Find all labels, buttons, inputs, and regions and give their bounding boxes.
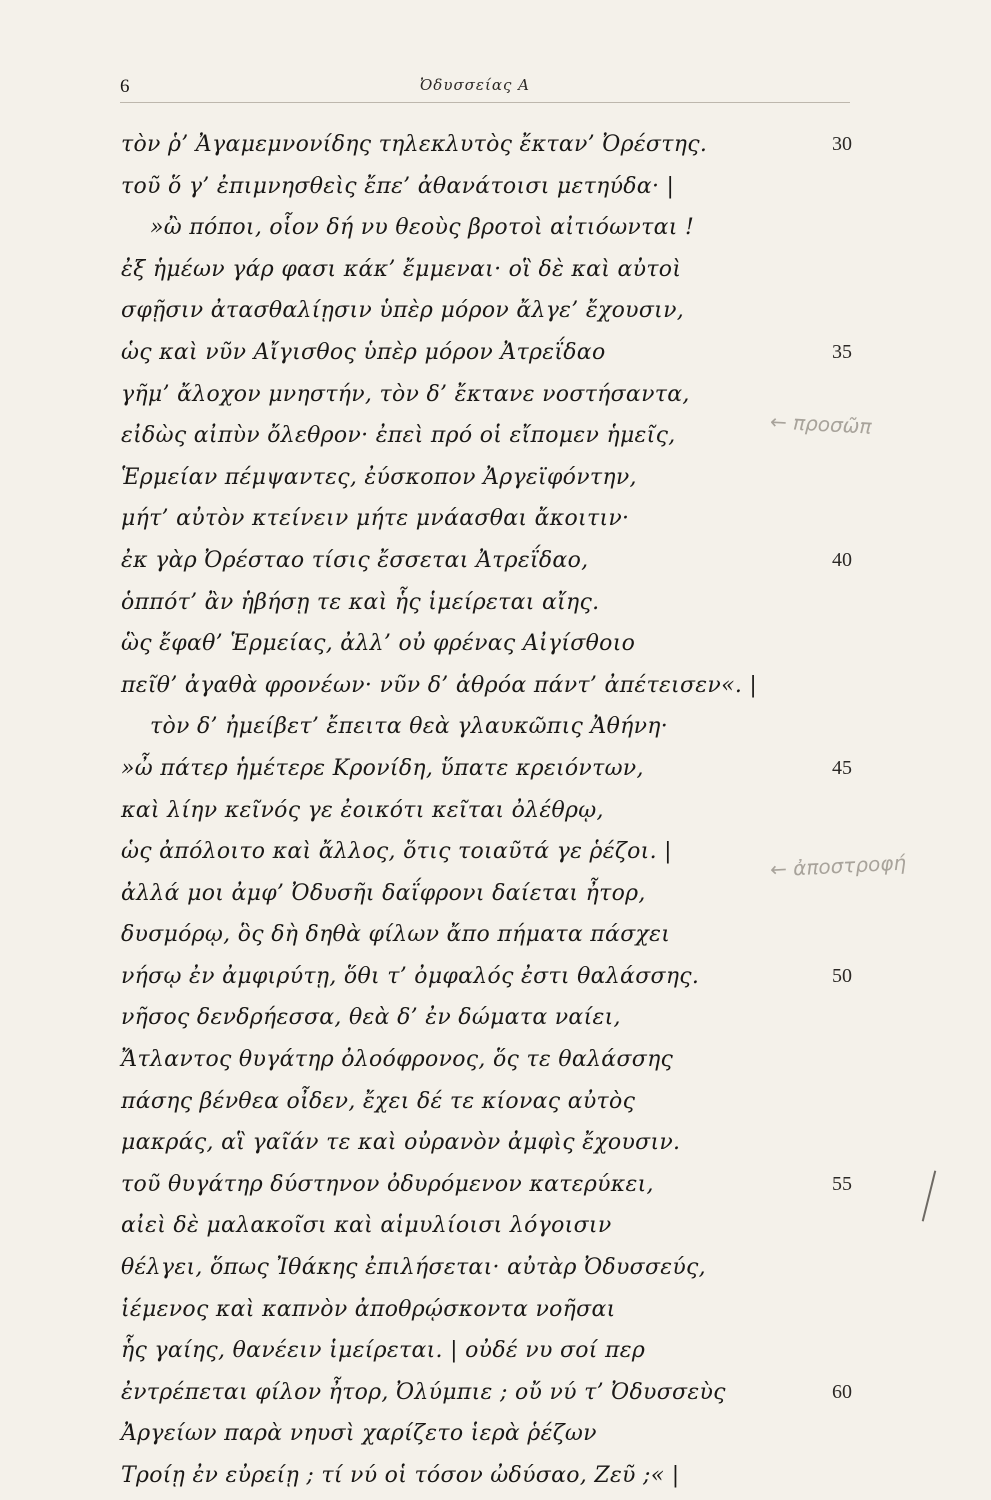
verse-line <box>0 748 991 790</box>
verse-line <box>0 1039 991 1081</box>
line-number: 45 <box>832 756 852 779</box>
verse-line <box>0 166 991 208</box>
verse-line <box>0 540 991 582</box>
verse-text: πάσης βένθεα οἶδεν, ἔχει δέ τε κίονας αὐτὸς <box>121 1088 636 1114</box>
margin-note: ← ἀποστροφή <box>769 850 907 882</box>
verse-text: μήτ’ αὐτὸν κτείνειν μήτε μνάασθαι ἄκοιτιν· <box>121 506 630 532</box>
verse-text: ὣς ἔφαθ’ Ἑρμείας, ἀλλ’ οὐ φρένας Αἰγίσθοιο <box>121 631 636 657</box>
verse-line <box>0 457 991 499</box>
verse-text: ὡς καὶ νῦν Αἴγισθος ὑπὲρ μόρον Ἀτρεΐδαο <box>121 339 606 365</box>
running-head: Ὀδυσσείας Α <box>420 76 530 94</box>
verse-line <box>0 1413 991 1455</box>
verse-line <box>0 1289 991 1331</box>
page-header <box>120 74 850 103</box>
verse-line <box>0 332 991 374</box>
verse-line <box>0 207 991 249</box>
line-number: 35 <box>832 340 852 363</box>
verse-line <box>0 914 991 956</box>
verse-text: Ἑρμείαν πέμψαντες, ἐύσκοπον Ἀργεϊφόντην, <box>121 464 637 490</box>
verse-text: ἐντρέπεται φίλον ἦτορ, Ὀλύμπιε ; οὔ νύ τ’ Ὀδυσσεὺς <box>121 1379 726 1405</box>
verse-line <box>0 1330 991 1372</box>
verse-text: ὁππότ’ ἂν ἡβήσῃ τε καὶ ἧς ἱμείρεται αἴης. <box>121 589 600 615</box>
verse-line <box>0 124 991 166</box>
verse-block <box>0 124 991 1497</box>
verse-line <box>0 997 991 1039</box>
verse-text: Ἀργείων παρὰ νηυσὶ χαρίζετο ἱερὰ ῥέζων <box>121 1421 597 1447</box>
verse-line <box>0 956 991 998</box>
verse-text: »ὦ πάτερ ἡμέτερε Κρονίδη, ὕπατε κρειόντων, <box>121 755 644 781</box>
verse-text: Τροίῃ ἐν εὐρείῃ ; τί νύ οἱ τόσον ὠδύσαο, Ζεῦ ;« | <box>121 1463 680 1488</box>
verse-text: ἐξ ἡμέων γάρ φασι κάκ’ ἔμμεναι· οἳ δὲ καὶ αὐτοὶ <box>121 256 682 282</box>
verse-text: ἱέμενος καὶ καπνὸν ἀποθρῴσκοντα νοῆσαι <box>121 1296 616 1322</box>
verse-text: ἧς γαίης, θανέειν ἱμείρεται. | οὐδέ νυ σοί περ <box>121 1338 646 1364</box>
verse-text: τὸν ῥ’ Ἀγαμεμνονίδης τηλεκλυτὸς ἔκταν’ Ὀρέστης. <box>121 132 708 157</box>
verse-text: γῆμ’ ἄλοχον μνηστήν, τὸν δ’ ἔκτανε νοστήσαντα, <box>121 381 690 407</box>
verse-line <box>0 1455 991 1497</box>
margin-note: ← προσῶπ <box>769 409 873 439</box>
verse-line <box>0 582 991 624</box>
verse-text: ὡς ἀπόλοιτο καὶ ἄλλος, ὅτις τοιαῦτά γε ῥέζοι. | <box>121 839 672 865</box>
verse-text: Ἄτλαντος θυγάτηρ ὀλοόφρονος, ὅς τε θαλάσσης <box>121 1047 674 1073</box>
verse-line <box>0 1372 991 1414</box>
line-number: 55 <box>832 1172 852 1195</box>
verse-line <box>0 665 991 707</box>
verse-text: τὸν δ’ ἠμείβετ’ ἔπειτα θεὰ γλαυκῶπις Ἀθήνη· <box>150 714 669 740</box>
verse-line <box>0 1247 991 1289</box>
verse-text: μακράς, αἳ γαῖάν τε καὶ οὐρανὸν ἀμφὶς ἔχουσιν. <box>121 1130 681 1156</box>
verse-text: νῆσος δενδρήεσσα, θεὰ δ’ ἐν δώματα ναίει, <box>121 1005 621 1031</box>
verse-text: σφῇσιν ἀτασθαλίῃσιν ὑπὲρ μόρον ἄλγε’ ἔχουσιν, <box>121 298 685 324</box>
verse-line <box>0 1164 991 1206</box>
line-number: 40 <box>832 548 852 571</box>
verse-text: εἰδὼς αἰπὺν ὄλεθρον· ἐπεὶ πρό οἱ εἴπομεν ἡμεῖς, <box>121 423 676 449</box>
verse-line <box>0 249 991 291</box>
verse-line <box>0 706 991 748</box>
verse-text: τοῦ θυγάτηρ δύστηνον ὀδυρόμενον κατερύκει, <box>121 1171 654 1197</box>
verse-line <box>0 623 991 665</box>
verse-line <box>0 374 991 416</box>
verse-line <box>0 1122 991 1164</box>
verse-text: νήσῳ ἐν ἀμφιρύτῃ, ὅθι τ’ ὀμφαλός ἐστι θαλάσσης. <box>121 963 700 989</box>
verse-text: θέλγει, ὅπως Ἰθάκης ἐπιλήσεται· αὐτὰρ Ὀδυσσεύς, <box>121 1255 706 1281</box>
verse-line <box>0 790 991 832</box>
page-number: 6 <box>120 76 130 97</box>
verse-line <box>0 1081 991 1123</box>
line-number: 60 <box>832 1380 852 1403</box>
line-number: 30 <box>832 133 852 155</box>
line-number: 50 <box>832 964 852 987</box>
verse-text: ἀλλά μοι ἀμφ’ Ὀδυσῆι δαΐφρονι δαίεται ἦτορ, <box>121 880 646 906</box>
verse-text: πεῖθ’ ἀγαθὰ φρονέων· νῦν δ’ ἁθρόα πάντ’ ἀπέτεισεν«. | <box>121 672 758 698</box>
verse-line <box>0 498 991 540</box>
verse-text: καὶ λίην κεῖνός γε ἐοικότι κεῖται ὀλέθρῳ, <box>121 797 604 823</box>
verse-line <box>0 290 991 332</box>
verse-text: τοῦ ὅ γ’ ἐπιμνησθεὶς ἔπε’ ἀθανάτοισι μετηύδα· | <box>121 173 675 199</box>
verse-text: ἐκ γὰρ Ὀρέσταο τίσις ἔσσεται Ἀτρεΐδαο, <box>121 547 589 573</box>
verse-text: δυσμόρῳ, ὃς δὴ δηθὰ φίλων ἄπο πήματα πάσχει <box>121 922 671 948</box>
verse-text: »ὢ πόποι, οἷον δή νυ θεοὺς βροτοὶ αἰτιόωνται ! <box>150 215 695 241</box>
verse-text: αἰεὶ δὲ μαλακοῖσι καὶ αἱμυλίοισι λόγοισιν <box>121 1213 612 1239</box>
verse-line <box>0 873 991 915</box>
verse-line <box>0 1205 991 1247</box>
